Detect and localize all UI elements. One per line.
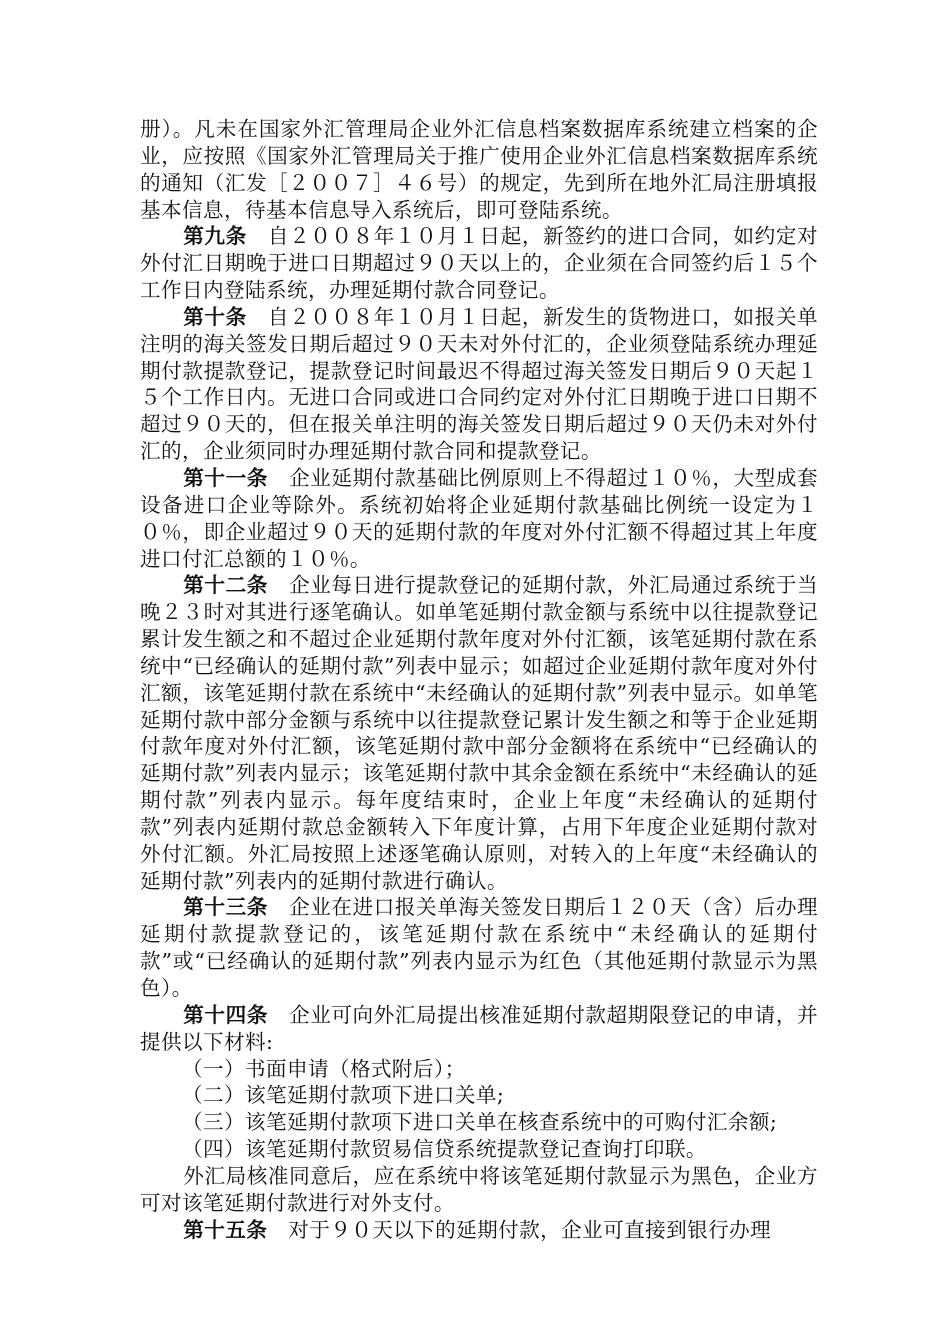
materials-list-item: （二）该笔延期付款项下进口关单;	[182, 1083, 505, 1108]
article-9	[140, 223, 818, 304]
article-10-title: 第十条	[183, 304, 247, 329]
materials-list-item: （一）书面申请（格式附后）；	[182, 1056, 466, 1081]
article-14	[140, 1002, 818, 1056]
article-12-title: 第十二条	[183, 573, 268, 598]
article-11-text: 企业延期付款基础比例原则上不得超过１０％，大型成套设备进口企业等除外。系统初始将企业延期付款基础比例统一设定为１０％，即企业超过９０天的延期付款的年度对外付汇额不得超过其上年度进口付汇总额的１０％。	[140, 465, 818, 571]
article-13-text: 企业在进口报关单海关签发日期后１２０天（含）后办理延期付款提款登记的，该笔延期付款在系统中“未经确认的延期付款”或“已经确认的延期付款”列表内显示为红色（其他延期付款显示为黑色）。	[140, 895, 818, 1000]
article-12	[140, 572, 818, 894]
article-15-title: 第十五条	[183, 1217, 268, 1242]
article-9-title: 第九条	[183, 224, 247, 249]
article-14-text: 企业可向外汇局提出核准延期付款超期限登记的申请，并提供以下材料:	[140, 1002, 818, 1054]
article-15	[140, 1217, 818, 1244]
paragraph-intro: 册）。凡未在国家外汇管理局企业外汇信息档案数据库系统建立档案的企业，应按照《国家外汇管理局关于推广使用企业外汇信息档案数据库系统的通知（汇发［２００７］４６号）的规定，先到所在地外汇局注册填报基本信息，待基本信息导入系统后，即可登陆系统。	[140, 117, 818, 222]
article-10	[140, 304, 818, 465]
article-11-title: 第十一条	[183, 465, 268, 490]
materials-list-item: （四）该笔延期付款贸易信贷系统提款登记查询打印联。	[182, 1137, 707, 1162]
article-12-text: 企业每日进行提款登记的延期付款，外汇局通过系统于当晚２３时对其进行逐笔确认。如单笔延期付款金额与系统中以往提款登记累计发生额之和不超过企业延期付款年度对外付汇额，该笔延期付款在系统中“已经确认的延期付款”列表中显示；如超过企业延期付款年度对外付汇额，该笔延期付款在系统中“未经确认的延期付款”列表中显示。如单笔延期付款中部分金额与系统中以往提款登记累计发生额之和等于企业延期付款年度对外付汇额，该笔延期付款中部分金额将在系统中“已经确认的延期付款”列表内显示；该笔延期付款中其余金额在系统中“未经确认的延期付款”列表内显示。每年度结束时，企业上年度“未经确认的延期付款”列表内延期付款总金额转入下年度计算，占用下年度企业延期付款对外付汇额。外汇局按照上述逐笔确认原则，对转入的上年度“未经确认的延期付款”列表内的延期付款进行确认。	[140, 573, 818, 893]
article-14-title: 第十四条	[183, 1002, 268, 1027]
article-13-title: 第十三条	[183, 895, 268, 920]
article-11	[140, 465, 818, 572]
document-page	[140, 116, 818, 1243]
article-15-text: 对于９０天以下的延期付款，企业可直接到银行办理	[267, 1217, 772, 1242]
article-10-text: 自２００８年１０月１日起，新发生的货物进口，如报关单注明的海关签发日期后超过９０天未对外付汇的，企业须登陆系统办理延期付款提款登记，提款登记时间最迟不得超过海关签发日期后９０天起１５个工作日内。无进口合同或进口合同约定对外付汇日期晚于进口日期不超过９０天的，但在报关单注明的海关签发日期后超过９０天仍未对外付汇的，企业须同时办理延期付款合同和提款登记。	[140, 304, 818, 464]
materials-list-item: （三）该笔延期付款项下进口关单在核查系统中的可购付汇余额;	[182, 1110, 778, 1135]
article-13	[140, 894, 818, 1001]
article-9-text: 自２００８年１０月１日起，新签约的进口合同，如约定对外付汇日期晚于进口日期超过９０天以上的，企业须在合同签约后１５个工作日内登陆系统，办理延期付款合同登记。	[140, 224, 818, 303]
paragraph-approval: 外汇局核准同意后，应在系统中将该笔延期付款显示为黑色，企业方可对该笔延期付款进行对外支付。	[140, 1163, 818, 1215]
